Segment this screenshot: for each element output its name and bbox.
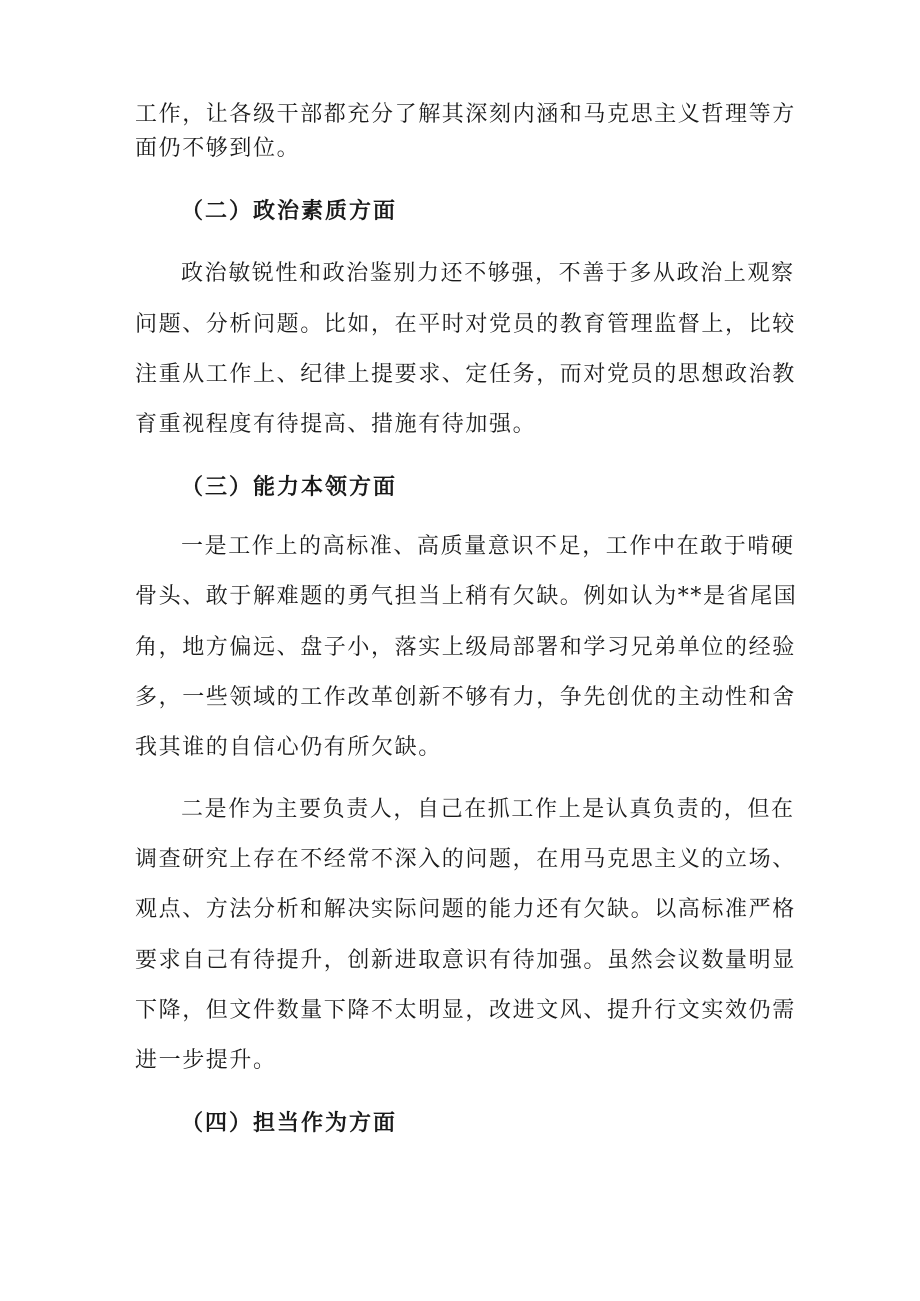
paragraph-line: 调查研究上存在不经常不深入的问题，在用马克思主义的立场、 (135, 847, 796, 872)
paragraph-line: 育重视程度有待提高、措施有待加强。 (135, 412, 537, 437)
paragraph-line: 观点、方法分析和解决实际问题的能力还有欠缺。以高标准严格 (135, 897, 796, 922)
paragraph-line: 进一步提升。 (135, 1048, 277, 1073)
paragraph-line: 问题、分析问题。比如，在平时对党员的教育管理监督上，比较 (135, 312, 796, 337)
paragraph-line: 我其谁的自信心仍有所欠缺。 (135, 735, 442, 760)
paragraph-line: 多，一些领域的工作改革创新不够有力，争先创优的主动性和舍 (135, 685, 796, 710)
paragraph-line: 面仍不够到位。 (135, 136, 301, 161)
paragraph-line: 骨头、敢于解难题的勇气担当上稍有欠缺。例如认为**是省尾国 (135, 584, 798, 609)
paragraph-line: 下降，但文件数量下降不太明显，改进文风、提升行文实效仍需 (135, 998, 796, 1023)
section-heading-political-quality: （二）政治素质方面 (181, 198, 398, 224)
paragraph-line: 二是作为主要负责人，自己在抓工作上是认真负责的，但在 (181, 797, 795, 822)
paragraph-line: 要求自己有待提升，创新进取意识有待加强。虽然会议数量明显 (135, 948, 796, 973)
section-heading-ability: （三）能力本领方面 (181, 474, 398, 500)
paragraph-line: 工作，让各级干部都充分了解其深刻内涵和马克思主义哲理等方 (135, 102, 796, 127)
paragraph-line: 注重从工作上、纪律上提要求、定任务，而对党员的思想政治教 (135, 362, 796, 387)
paragraph-line: 政治敏锐性和政治鉴别力还不够强，不善于多从政治上观察 (181, 261, 795, 286)
section-heading-responsibility: （四）担当作为方面 (181, 1110, 398, 1136)
paragraph-line: 一是工作上的高标准、高质量意识不足，工作中在敢于啃硬 (181, 534, 795, 559)
paragraph-line: 角，地方偏远、盘子小，落实上级局部署和学习兄弟单位的经验 (135, 635, 796, 660)
